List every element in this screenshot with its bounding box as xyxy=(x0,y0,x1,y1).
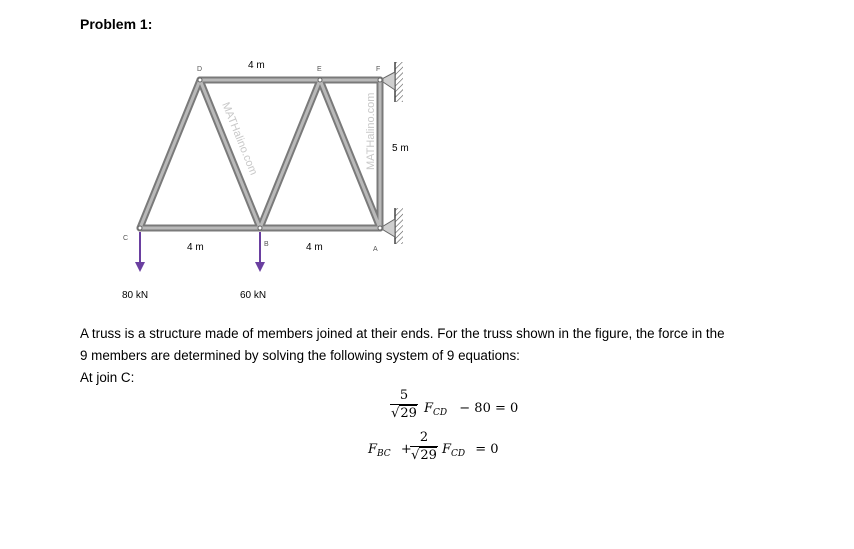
problem-text-line-1: A truss is a structure made of members joined at their ends. For the truss shown in the figure, the force in the xyxy=(80,326,725,341)
eq1-terms: $F_{CD} - 80 = 0$ xyxy=(424,401,519,418)
problem-text-line-2: 9 members are determined by solving the following system of 9 equations: xyxy=(80,348,520,363)
eq2-terms: $F_{CD} = 0$ xyxy=(442,442,499,459)
node-label-f: F xyxy=(376,66,381,73)
eq2-lead: $F_{BC}$ + xyxy=(368,442,412,459)
dimension-height: 5 m xyxy=(392,143,409,154)
eq1-numerator: 5 xyxy=(399,388,409,403)
eq2-rhs: = 0 xyxy=(475,442,499,457)
node-label-d: D xyxy=(197,66,203,73)
node-label-a: A xyxy=(373,246,378,253)
load-label-left: 80 kN xyxy=(122,290,149,301)
dimension-bottom-left: 4 m xyxy=(187,242,204,253)
dimension-top: 4 m xyxy=(248,60,265,71)
eq1-fraction xyxy=(390,388,418,421)
watermark-right: MATHalino.com xyxy=(365,92,377,170)
problem-text xyxy=(80,323,780,389)
problem-text-line-3: At join C: xyxy=(80,370,135,385)
load-arrow-c xyxy=(135,232,145,272)
eq2-denominator: √29 xyxy=(411,448,437,463)
eq2-fraction xyxy=(410,430,438,463)
eq2-numerator: 2 xyxy=(419,430,429,445)
watermark-left: MATHalino.com xyxy=(219,100,260,177)
truss-members xyxy=(140,80,380,228)
load-arrow-b xyxy=(255,232,265,272)
eq1-rhs: − 80 = 0 xyxy=(459,401,519,416)
node-label-c: C xyxy=(123,235,129,242)
node-label-e: E xyxy=(317,66,322,73)
dimension-bottom-right: 4 m xyxy=(306,242,323,253)
joints xyxy=(138,78,382,230)
eq1-denominator: √29 xyxy=(391,406,417,421)
problem-title: Problem 1: xyxy=(80,16,153,32)
load-label-middle: 60 kN xyxy=(240,290,267,301)
node-label-b: B xyxy=(264,241,269,248)
